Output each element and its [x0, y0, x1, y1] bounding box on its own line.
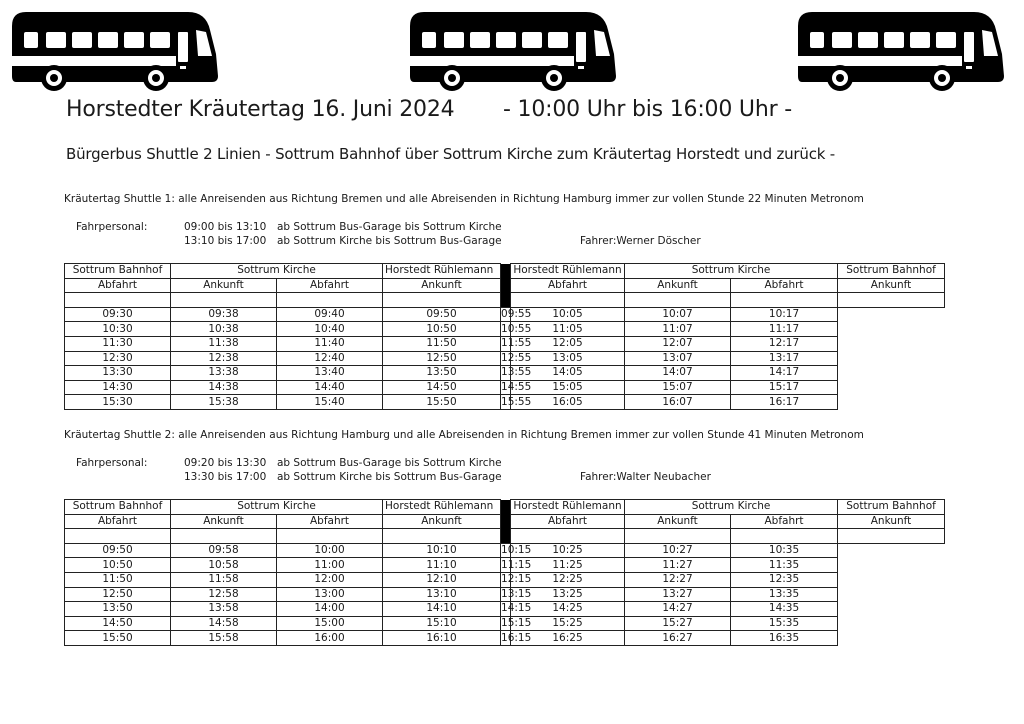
shuttle2-rows — [65, 543, 945, 645]
shift-route: ab Sottrum Bus-Garage bis Sottrum Kirche — [277, 457, 502, 469]
column-header: Abfahrt — [277, 514, 383, 529]
empty-cell — [511, 293, 625, 308]
time-cell: 15:35 — [731, 616, 838, 631]
time-cell: 15:30 — [65, 395, 171, 410]
time-cell: 13:07 — [625, 351, 731, 366]
event-time-range: - 10:00 Uhr bis 16:00 Uhr - — [503, 97, 792, 122]
time-cell: 11:00 — [277, 558, 383, 573]
shuttle1-rows — [65, 307, 945, 409]
shuttle1-section — [64, 193, 944, 410]
station-header: Sottrum Bahnhof — [65, 500, 171, 515]
table-row — [65, 307, 945, 322]
time-cell: 14:50 — [383, 380, 501, 395]
column-header: Abfahrt — [65, 278, 171, 293]
station-header: Horstedt Rühlemann — [383, 264, 501, 279]
time-cell: 13:10 — [383, 587, 501, 602]
empty-cell — [171, 529, 277, 544]
time-cell: 15:25 — [511, 616, 625, 631]
column-header: Ankunft — [383, 278, 501, 293]
table-row — [65, 366, 945, 381]
time-cell: 11:17 — [731, 322, 838, 337]
column-header: Ankunft — [625, 514, 731, 529]
station-header: Sottrum Kirche — [171, 264, 383, 279]
table-row — [65, 351, 945, 366]
time-cell: 11:40 — [277, 336, 383, 351]
table-row — [65, 336, 945, 351]
time-cell: 11:10 — [383, 558, 501, 573]
empty-cell — [511, 529, 625, 544]
time-cell: 13:50 — [383, 366, 501, 381]
direction-divider — [501, 264, 511, 308]
time-cell: 13:25 — [511, 587, 625, 602]
empty-cell — [65, 529, 171, 544]
time-cell: 14:25 — [511, 602, 625, 617]
staff-label: Fahrpersonal: — [76, 457, 148, 469]
station-header: Sottrum Bahnhof — [838, 264, 945, 279]
column-header: Abfahrt — [731, 514, 838, 529]
direction-divider — [501, 500, 511, 544]
time-cell: 13:55 — [501, 366, 532, 379]
shuttle1-description: Kräutertag Shuttle 1: alle Anreisenden aus Richtung Bremen und alle Abreisenden in Richtung Hamburg immer zur vollen Stunde 22 Minuten Metronom — [64, 193, 864, 205]
time-cell: 15:15 — [501, 617, 532, 630]
time-cell: 16:27 — [625, 631, 731, 646]
time-cell: 11:35 — [731, 558, 838, 573]
time-cell: 16:15 — [501, 631, 532, 644]
empty-cell — [731, 293, 838, 308]
table-row — [65, 587, 945, 602]
time-cell: 12:07 — [625, 336, 731, 351]
shuttle2-staff — [64, 457, 944, 487]
time-cell: 12:55 — [501, 351, 532, 364]
table-row — [65, 631, 945, 646]
time-cell: 15:00 — [277, 616, 383, 631]
time-cell: 10:40 — [277, 322, 383, 337]
shuttle2-timetable — [64, 499, 945, 646]
shuttle2-description: Kräutertag Shuttle 2: alle Anreisenden aus Richtung Hamburg und alle Abreisenden in Richtung Bremen immer zur vollen Stunde 41 Minuten Metronom — [64, 429, 864, 441]
time-cell: 12:00 — [277, 572, 383, 587]
time-cell: 12:50 — [383, 351, 501, 366]
time-cell: 16:10 — [383, 631, 501, 646]
time-cell: 10:58 — [171, 558, 277, 573]
bus-icon — [798, 8, 1004, 92]
time-cell: 10:35 — [731, 543, 838, 558]
time-cell: 15:17 — [731, 380, 838, 395]
time-cell: 12:30 — [65, 351, 171, 366]
time-cell: 13:30 — [65, 366, 171, 381]
time-cell: 12:17 — [731, 336, 838, 351]
time-cell: 11:58 — [171, 572, 277, 587]
time-cell: 12:27 — [625, 572, 731, 587]
table-row — [65, 395, 945, 410]
time-cell: 14:55 — [501, 381, 532, 394]
time-cell: 15:10 — [383, 616, 501, 631]
station-header: Sottrum Kirche — [625, 264, 838, 279]
empty-cell — [65, 293, 171, 308]
empty-cell — [277, 529, 383, 544]
time-cell: 13:15 — [501, 587, 532, 600]
shift-route: ab Sottrum Kirche bis Sottrum Bus-Garage — [277, 235, 502, 247]
time-cell: 16:17 — [731, 395, 838, 410]
time-cell: 10:07 — [625, 307, 731, 322]
shift-route: ab Sottrum Bus-Garage bis Sottrum Kirche — [277, 221, 502, 233]
column-header: Ankunft — [383, 514, 501, 529]
time-cell: 15:50 — [383, 395, 501, 410]
bus-icon — [410, 8, 616, 92]
time-cell: 10:05 — [511, 307, 625, 322]
station-header-row — [65, 500, 945, 515]
time-cell: 10:30 — [65, 322, 171, 337]
time-cell: 10:15 — [501, 544, 532, 557]
station-header: Horstedt Rühlemann — [511, 264, 625, 279]
table-row — [65, 616, 945, 631]
empty-cell — [171, 293, 277, 308]
shift-time: 09:20 bis 13:30 — [184, 457, 267, 469]
time-cell: 10:17 — [731, 307, 838, 322]
time-cell: 13:50 — [65, 602, 171, 617]
station-header-row — [65, 264, 945, 279]
time-cell: 13:27 — [625, 587, 731, 602]
empty-cell — [277, 293, 383, 308]
time-cell: 12:05 — [511, 336, 625, 351]
shift-time: 09:00 bis 13:10 — [184, 221, 267, 233]
empty-cell — [625, 529, 731, 544]
shift-time: 13:30 bis 17:00 — [184, 471, 267, 483]
empty-cell — [625, 293, 731, 308]
time-cell: 13:00 — [277, 587, 383, 602]
time-cell: 12:15 — [501, 573, 532, 586]
time-cell: 10:10 — [383, 543, 501, 558]
time-cell: 14:07 — [625, 366, 731, 381]
time-cell: 16:05 — [511, 395, 625, 410]
shuttle2-section — [64, 429, 944, 646]
time-cell: 10:55 — [501, 322, 532, 335]
column-header: Ankunft — [171, 514, 277, 529]
time-cell: 12:58 — [171, 587, 277, 602]
table-row — [65, 380, 945, 395]
time-cell: 13:35 — [731, 587, 838, 602]
column-header: Ankunft — [838, 278, 945, 293]
time-cell: 10:27 — [625, 543, 731, 558]
empty-cell — [383, 293, 501, 308]
page-title-row — [66, 97, 792, 122]
time-cell: 09:50 — [383, 307, 501, 322]
time-cell: 14:05 — [511, 366, 625, 381]
station-header: Sottrum Bahnhof — [838, 500, 945, 515]
column-header: Ankunft — [838, 514, 945, 529]
time-cell: 13:05 — [511, 351, 625, 366]
time-cell: 14:00 — [277, 602, 383, 617]
column-header: Abfahrt — [511, 514, 625, 529]
table-row — [65, 543, 945, 558]
time-cell: 15:58 — [171, 631, 277, 646]
time-cell: 15:27 — [625, 616, 731, 631]
time-cell: 14:38 — [171, 380, 277, 395]
time-cell: 14:15 — [501, 602, 532, 615]
time-cell: 09:58 — [171, 543, 277, 558]
time-cell: 10:50 — [383, 322, 501, 337]
time-cell: 13:38 — [171, 366, 277, 381]
station-header: Sottrum Bahnhof — [65, 264, 171, 279]
page-title: Horstedter Kräutertag 16. Juni 2024 — [66, 97, 455, 122]
time-cell: 16:35 — [731, 631, 838, 646]
shift-time: 13:10 bis 17:00 — [184, 235, 267, 247]
empty-cell — [731, 529, 838, 544]
table-row — [65, 572, 945, 587]
time-cell: 15:05 — [511, 380, 625, 395]
time-cell: 15:38 — [171, 395, 277, 410]
time-cell: 12:38 — [171, 351, 277, 366]
page-subtitle: Bürgerbus Shuttle 2 Linien - Sottrum Bahnhof über Sottrum Kirche zum Kräutertag Horstedt und zurück - — [66, 145, 836, 163]
time-cell: 12:25 — [511, 572, 625, 587]
time-cell: 14:58 — [171, 616, 277, 631]
time-cell: 10:25 — [511, 543, 625, 558]
staff-label: Fahrpersonal: — [76, 221, 148, 233]
time-cell: 16:00 — [277, 631, 383, 646]
time-cell: 13:17 — [731, 351, 838, 366]
time-cell: 14:30 — [65, 380, 171, 395]
time-cell: 13:58 — [171, 602, 277, 617]
station-header: Horstedt Rühlemann — [511, 500, 625, 515]
time-cell: 09:40 — [277, 307, 383, 322]
driver-name: Fahrer:Werner Döscher — [580, 235, 701, 247]
time-cell: 14:40 — [277, 380, 383, 395]
station-header: Sottrum Kirche — [171, 500, 383, 515]
time-cell: 12:40 — [277, 351, 383, 366]
time-cell: 10:50 — [65, 558, 171, 573]
column-header: Abfahrt — [511, 278, 625, 293]
time-cell: 10:38 — [171, 322, 277, 337]
time-cell: 11:27 — [625, 558, 731, 573]
time-cell: 09:30 — [65, 307, 171, 322]
empty-cell — [383, 529, 501, 544]
time-cell: 14:27 — [625, 602, 731, 617]
station-header: Sottrum Kirche — [625, 500, 838, 515]
time-cell: 11:30 — [65, 336, 171, 351]
column-header: Abfahrt — [277, 278, 383, 293]
column-header: Ankunft — [171, 278, 277, 293]
time-cell: 12:50 — [65, 587, 171, 602]
column-header: Ankunft — [625, 278, 731, 293]
time-cell: 15:55 — [501, 395, 532, 408]
time-cell: 12:10 — [383, 572, 501, 587]
driver-name: Fahrer:Walter Neubacher — [580, 471, 711, 483]
time-cell: 11:05 — [511, 322, 625, 337]
time-cell: 11:15 — [501, 558, 532, 571]
empty-cell — [838, 529, 945, 544]
shuttle1-staff — [64, 221, 944, 251]
empty-cell — [838, 293, 945, 308]
time-cell: 10:00 — [277, 543, 383, 558]
time-cell: 09:55 — [501, 308, 532, 321]
table-row — [65, 322, 945, 337]
time-cell: 14:10 — [383, 602, 501, 617]
shift-route: ab Sottrum Kirche bis Sottrum Bus-Garage — [277, 471, 502, 483]
time-cell: 11:50 — [383, 336, 501, 351]
time-cell: 11:25 — [511, 558, 625, 573]
shuttle1-timetable — [64, 263, 945, 410]
time-cell: 11:38 — [171, 336, 277, 351]
time-cell: 16:07 — [625, 395, 731, 410]
bus-icon — [12, 8, 218, 92]
column-header: Abfahrt — [65, 514, 171, 529]
time-cell: 15:07 — [625, 380, 731, 395]
time-cell: 15:50 — [65, 631, 171, 646]
time-cell: 11:07 — [625, 322, 731, 337]
time-cell: 13:40 — [277, 366, 383, 381]
station-header: Horstedt Rühlemann — [383, 500, 501, 515]
time-cell: 11:55 — [501, 337, 532, 350]
time-cell: 14:35 — [731, 602, 838, 617]
time-cell: 12:35 — [731, 572, 838, 587]
table-row — [65, 602, 945, 617]
time-cell: 16:25 — [511, 631, 625, 646]
time-cell: 09:50 — [65, 543, 171, 558]
time-cell: 15:40 — [277, 395, 383, 410]
time-cell: 11:50 — [65, 572, 171, 587]
time-cell: 09:38 — [171, 307, 277, 322]
column-header: Abfahrt — [731, 278, 838, 293]
table-row — [65, 558, 945, 573]
time-cell: 14:50 — [65, 616, 171, 631]
time-cell: 14:17 — [731, 366, 838, 381]
